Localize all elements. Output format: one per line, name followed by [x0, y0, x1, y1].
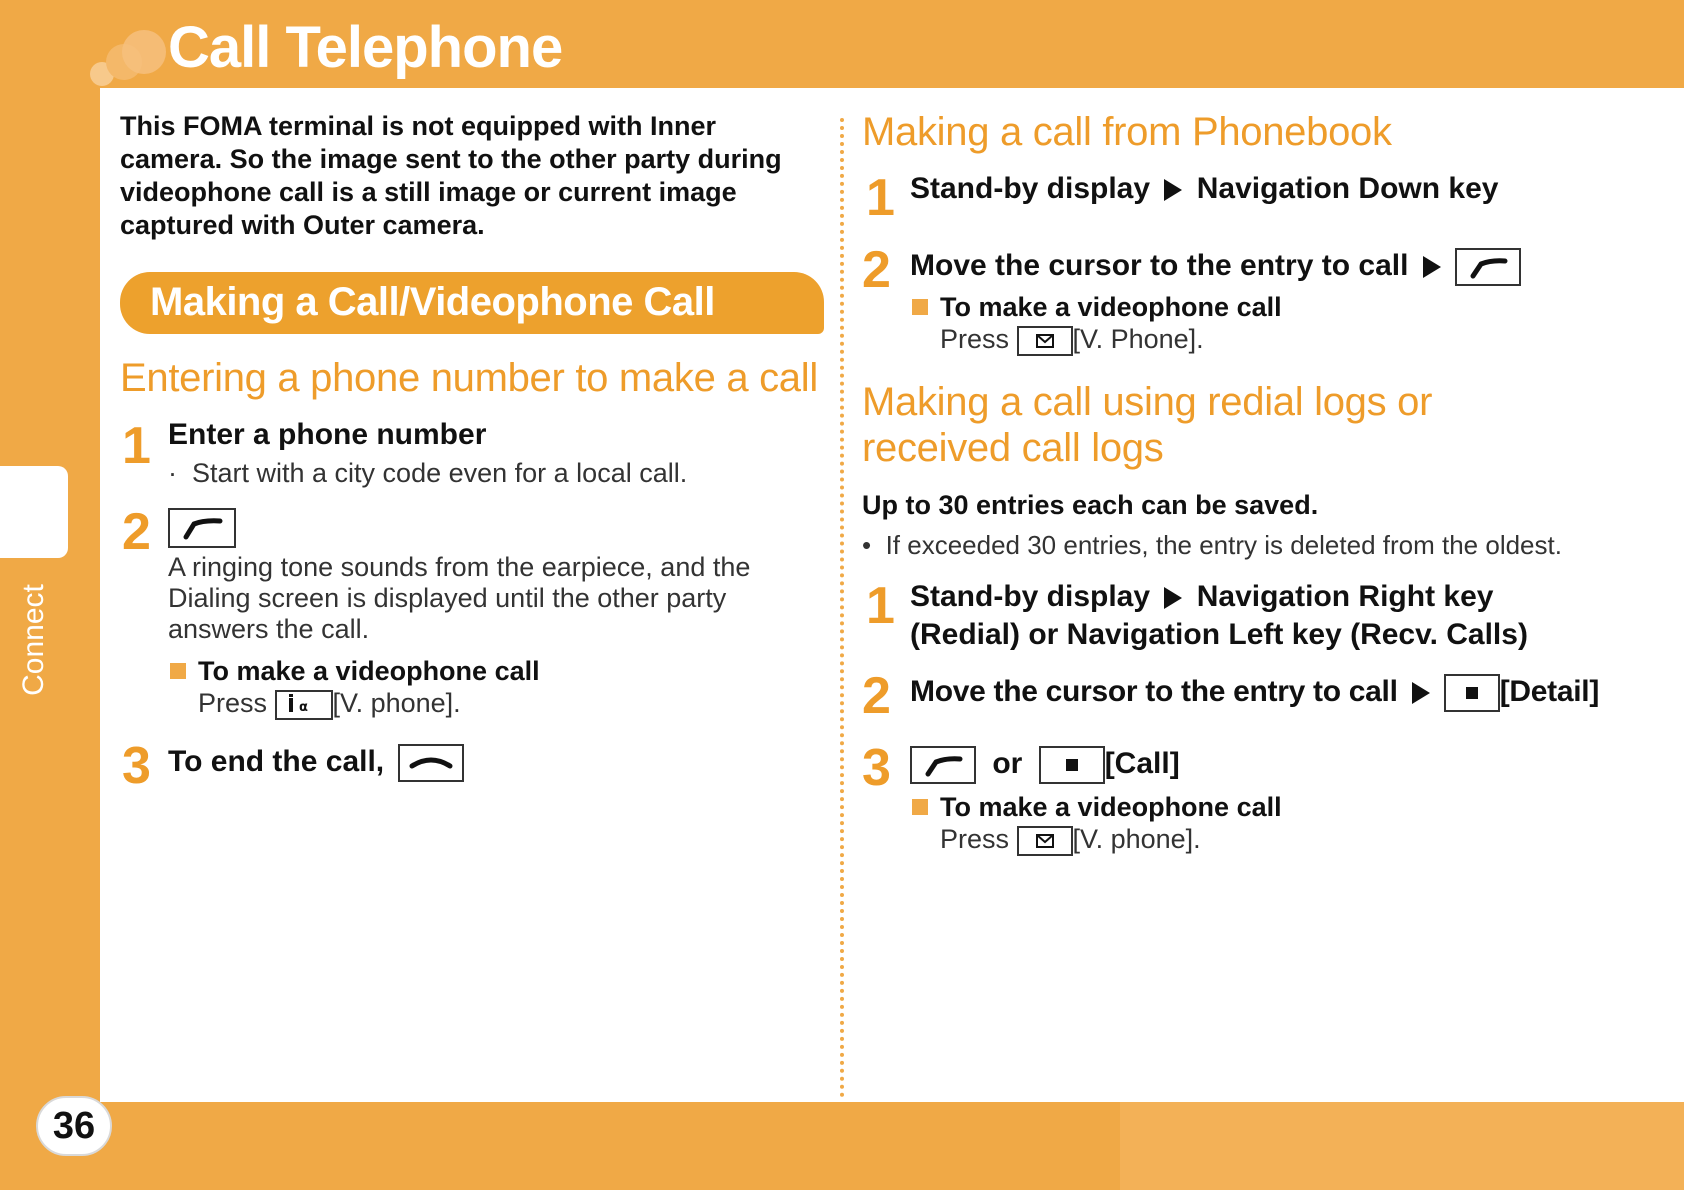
note-heading [912, 292, 1282, 323]
step-heading [168, 744, 464, 782]
subsection-title-phonebook: Making a call from Phonebook [862, 110, 1392, 154]
subsection-title-redial: Making a call using redial logs or [862, 380, 1433, 424]
step-heading [910, 248, 1521, 286]
step-heading [910, 172, 1498, 206]
press-suffix: [V. Phone]. [1072, 324, 1204, 354]
note-heading [912, 792, 1282, 823]
note-square-icon [170, 663, 186, 679]
call-key-icon [168, 508, 236, 548]
note-heading-text: To make a videophone call [940, 792, 1282, 822]
step-heading: Enter a phone number [168, 418, 487, 451]
step-heading-part: Navigation Right key [1196, 580, 1494, 613]
bullet-item: • If exceeded 30 entries, the entry is deleted from the oldest. [862, 530, 1562, 560]
center-key-icon [1444, 674, 1500, 712]
step-heading-text: To end the call, [168, 744, 385, 778]
step-heading-text: Move the cursor to the entry to call [910, 674, 1398, 708]
step-number: 2 [862, 241, 891, 299]
end-key-icon [398, 744, 464, 782]
note-heading-text: To make a videophone call [198, 656, 540, 686]
note-heading-text: To make a videophone call [940, 292, 1282, 322]
note-heading [170, 656, 540, 687]
section-banner-label: Making a Call/Videophone Call [150, 280, 715, 324]
step-number: 3 [862, 739, 891, 797]
step-heading-line2: (Redial) or Navigation Left key (Recv. Calls) [910, 618, 1528, 651]
note-square-icon [912, 799, 928, 815]
footer-band-shade [1120, 1102, 1684, 1190]
press-instruction [940, 824, 1201, 856]
press-label: Press [940, 324, 1010, 354]
bold-note: Up to 30 entries each can be saved. [862, 490, 1319, 520]
or-text: or [992, 746, 1023, 780]
step-heading [910, 674, 1599, 712]
press-suffix: [V. phone]. [1072, 824, 1201, 854]
subsection-title-redial-line2: received call logs [862, 426, 1164, 470]
mail-key-icon [1017, 826, 1073, 856]
step-number: 3 [122, 737, 151, 795]
step-heading-part: Stand-by display [910, 172, 1151, 205]
step-number: 1 [866, 169, 895, 227]
triangle-arrow-icon [1164, 587, 1182, 609]
key-suffix: [Call] [1104, 746, 1180, 780]
bullet-text: If exceeded 30 entries, the entry is deleted from the oldest. [885, 530, 1562, 560]
svg-text:α: α [298, 699, 308, 715]
page-number: 36 [36, 1096, 112, 1156]
triangle-arrow-icon [1412, 682, 1430, 704]
press-suffix: [V. phone]. [332, 688, 461, 718]
chapter-label: Connect [17, 584, 50, 696]
mail-key-icon [1017, 326, 1073, 356]
step-description: A ringing tone sounds from the earpiece, and the Dialing screen is displayed until the other party answers the call. [168, 552, 751, 644]
step-heading [910, 746, 1180, 784]
title-decoration-icon [84, 22, 174, 92]
step-number: 1 [122, 417, 151, 475]
press-instruction [940, 324, 1204, 356]
press-label: Press [198, 688, 268, 718]
press-label: Press [940, 824, 1010, 854]
step-number: 2 [122, 503, 151, 561]
step-heading-part: Navigation Down key [1196, 172, 1499, 205]
bullet-item: · Start with a city code even for a local call. [168, 458, 688, 488]
step-number: 2 [862, 667, 891, 725]
note-square-icon [912, 299, 928, 315]
intro-note: This FOMA terminal is not equipped with Inner camera. So the image sent to the other party during videophone call is a still image or current image captured with Outer camera. [120, 111, 782, 240]
triangle-arrow-icon [1164, 179, 1182, 201]
center-key-icon [1039, 746, 1105, 784]
i-mode-key-icon [275, 690, 333, 720]
press-instruction [198, 688, 461, 720]
step-heading-part: Stand-by display [910, 580, 1151, 613]
step-heading-text: Move the cursor to the entry to call [910, 248, 1409, 282]
call-key-icon [1455, 248, 1521, 286]
triangle-arrow-icon [1423, 256, 1441, 278]
chapter-tab[interactable] [0, 466, 68, 558]
call-key-icon [910, 746, 976, 784]
step-heading [910, 580, 1493, 614]
step-number: 1 [866, 577, 895, 635]
bullet-text: Start with a city code even for a local call. [192, 458, 688, 488]
section-banner [120, 272, 824, 334]
subsection-title-entering: Entering a phone number to make a call [120, 356, 818, 400]
key-suffix: [Detail] [1499, 674, 1600, 708]
column-divider [840, 118, 844, 1098]
page-title: Call Telephone [168, 15, 563, 80]
